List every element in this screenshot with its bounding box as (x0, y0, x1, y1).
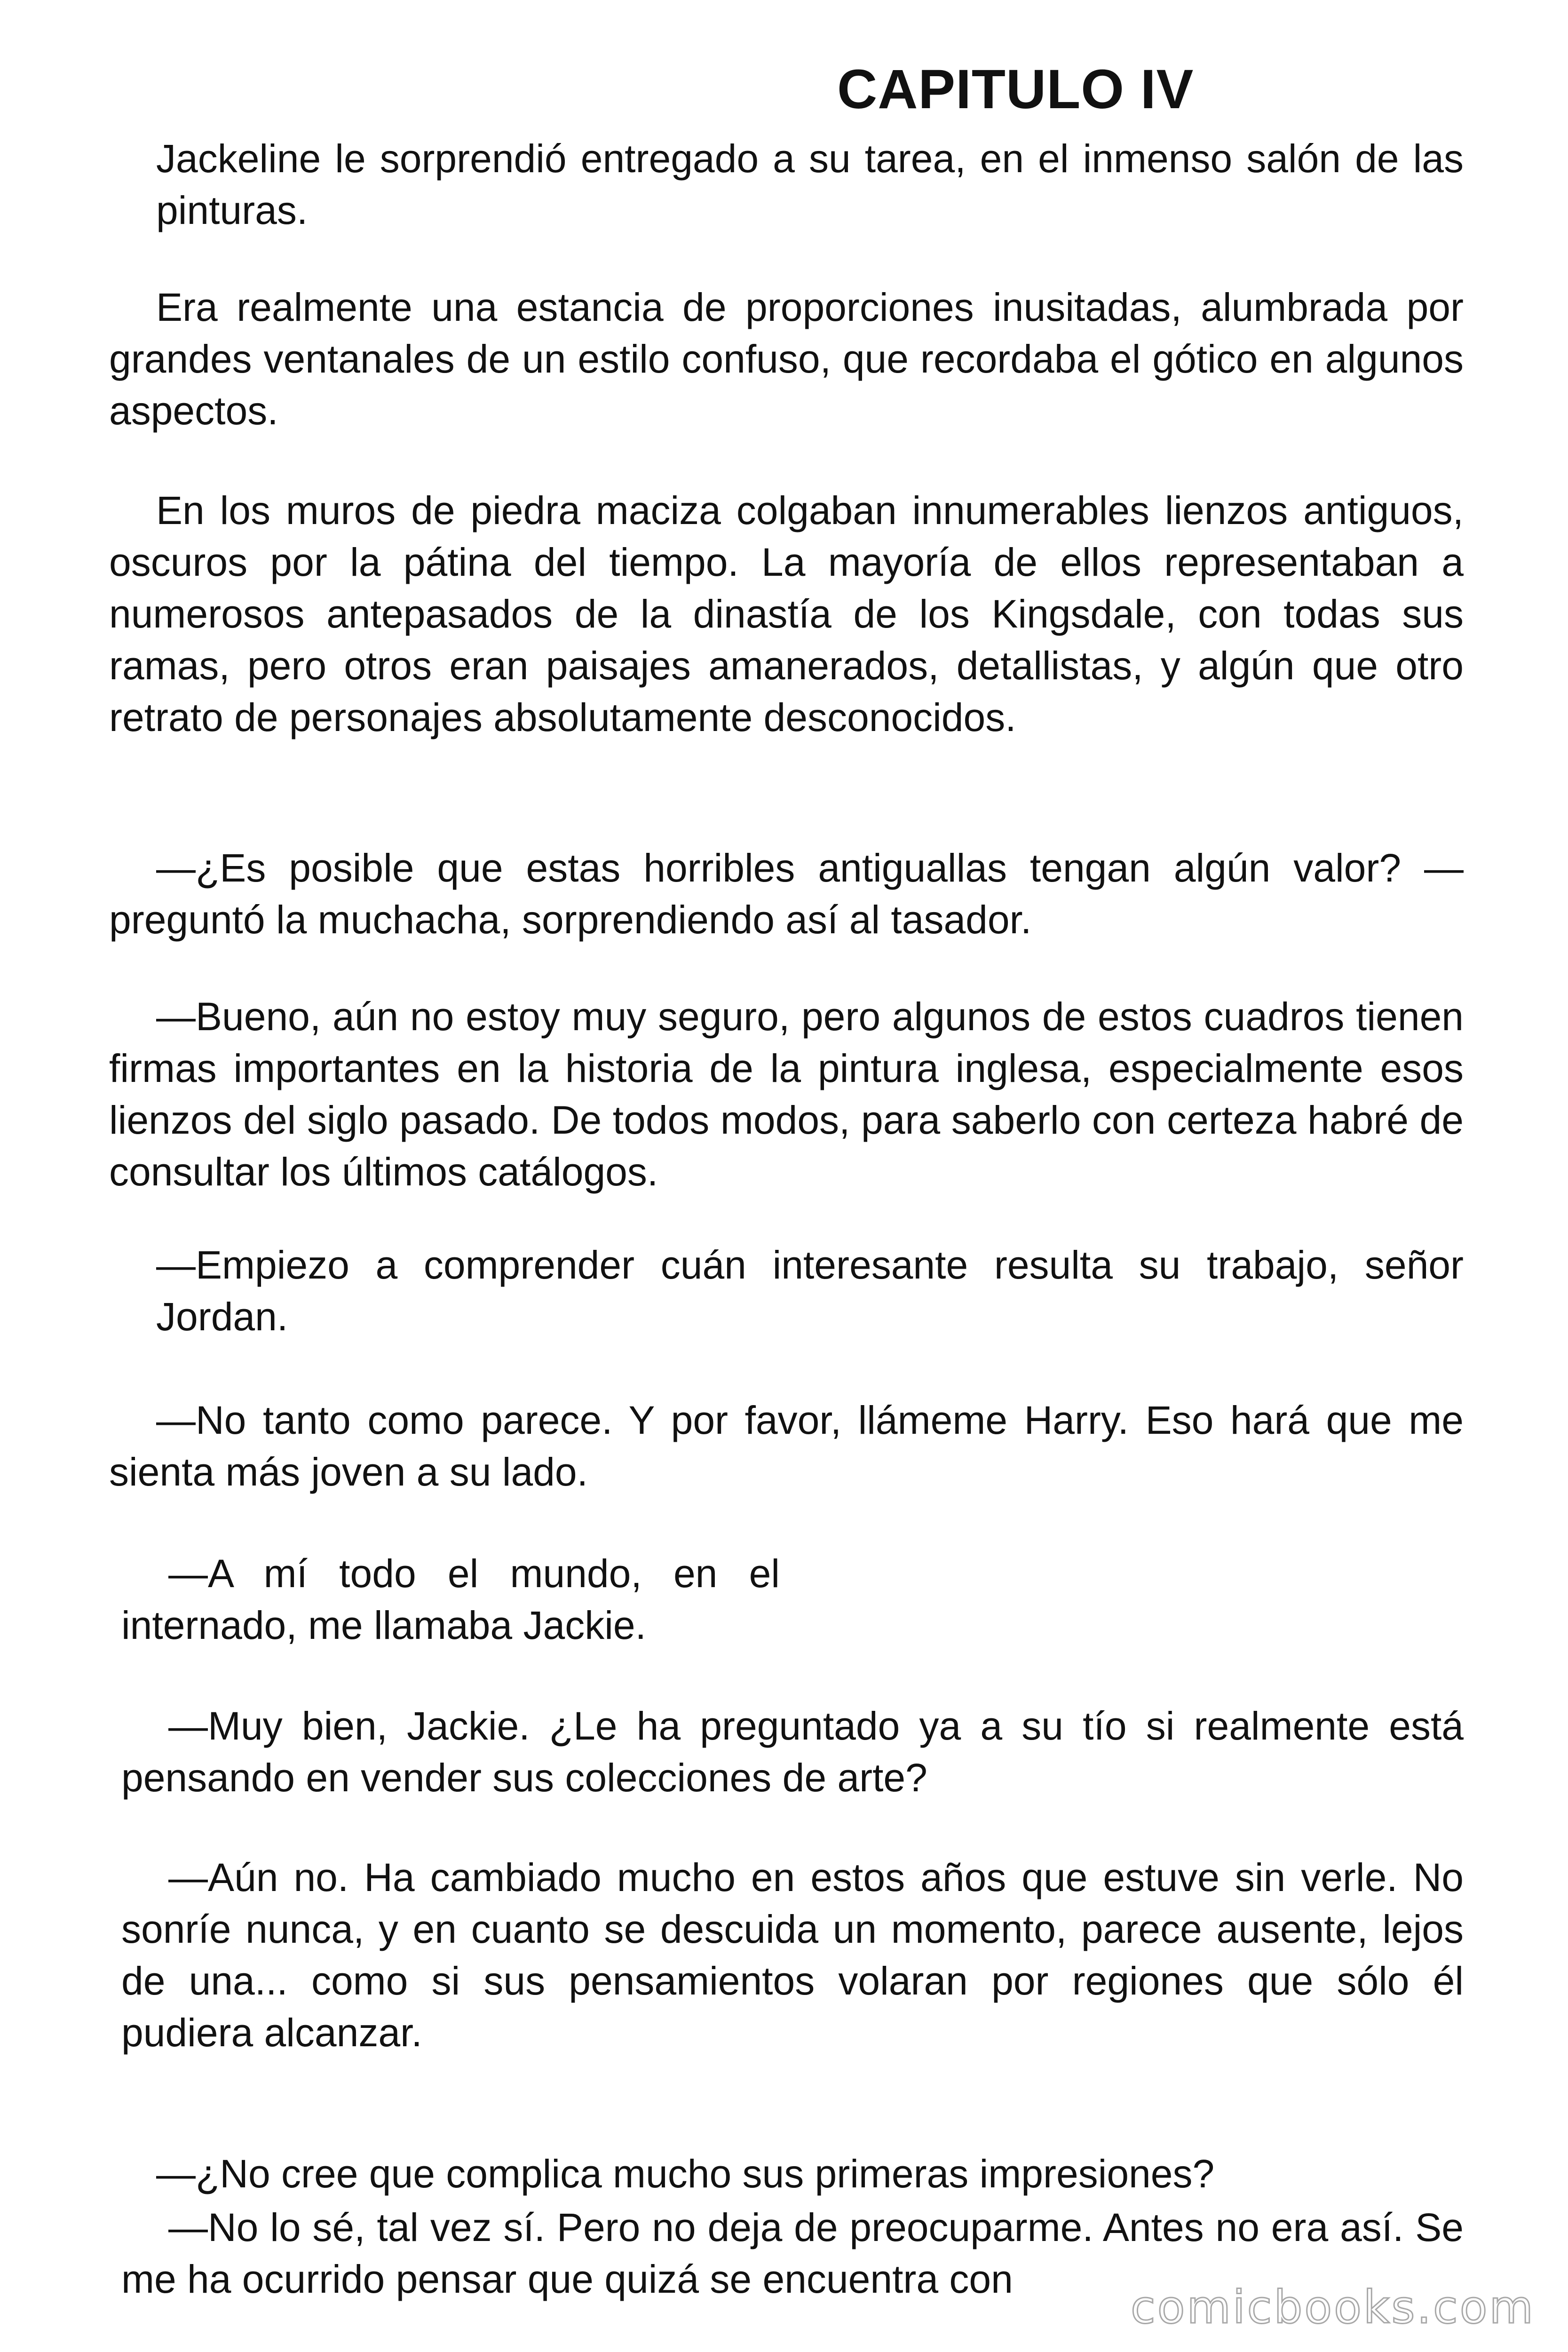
paragraph-6: —Empiezo a comprender cuán interesante resulta su trabajo, señor Jordan. (156, 1243, 1464, 1339)
paragraph-4: —¿Es posible que estas horribles antiguallas tengan algún valor? —preguntó la muchacha, sorprendiendo así al tasador. (109, 846, 1464, 942)
watermark: comicbooks.com (1130, 2281, 1535, 2334)
paragraph-11: —¿No cree que complica mucho sus primeras impresiones? (156, 2152, 1215, 2196)
paragraph-9: —Muy bien, Jackie. ¿Le ha preguntado ya a su tío si realmente está pensando en vender sus colecciones de arte? (121, 1704, 1464, 1800)
paragraph-10: —Aún no. Ha cambiado mucho en estos años que estuve sin verle. No sonríe nunca, y en cuanto se descuida un momento, parece ausente, lejos de una... como si sus pensamientos volaran por regiones que sólo él pudiera alcanzar. (121, 1855, 1464, 2055)
paragraph-8: —A mí todo el mundo, en el internado, me llamaba Jackie. (121, 1551, 780, 1647)
paragraph-7: —No tanto como parece. Y por favor, llámeme Harry. Eso hará que me sienta más joven a su lado. (109, 1398, 1464, 1494)
paragraph-1: Jackeline le sorprendió entregado a su tarea, en el inmenso salón de las pinturas. (156, 136, 1464, 232)
paragraph-3: En los muros de piedra maciza colgaban innumerables lienzos antiguos, oscuros por la pátina del tiempo. La mayoría de ellos representaban a numerosos antepasados de la dinastía de los Kingsdale, con todas sus ramas, pero otros eran paisajes amanerados, detallistas, y algún que otro retrato de personajes absolutamente desconocidos. (109, 488, 1464, 739)
chapter-title: CAPITULO IV (837, 58, 1194, 121)
paragraph-2: Era realmente una estancia de proporciones inusitadas, alumbrada por grandes ventanales de un estilo confuso, que recordaba el gótico en algunos aspectos. (109, 285, 1464, 433)
paragraph-12: —No lo sé, tal vez sí. Pero no deja de preocuparme. Antes no era así. Se me ha ocurrido pensar que quizá se encuentra con (121, 2205, 1464, 2301)
paragraph-5: —Bueno, aún no estoy muy seguro, pero algunos de estos cuadros tienen firmas importantes en la historia de la pintura inglesa, especialmente esos lienzos del siglo pasado. De todos modos, para saberlo con certeza habré de consultar los últimos catálogos. (109, 994, 1464, 1194)
